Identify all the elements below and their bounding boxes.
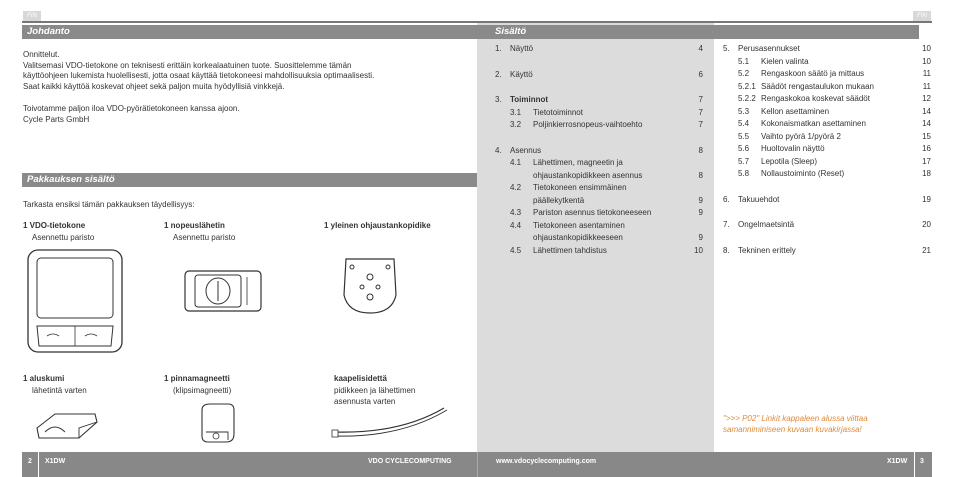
lang-tab-fin-left: FIN [23, 11, 41, 21]
lang-n-right: N [894, 12, 899, 18]
item-magnet-sub: (klipsimagneetti) [173, 386, 232, 395]
intro-heading: Johdanto [22, 25, 477, 39]
magnet-illustration [198, 402, 238, 446]
toc-entry-page: 21 [922, 245, 931, 255]
toc-entry-page: 19 [922, 194, 931, 204]
toc-entry-page: 20 [922, 220, 931, 229]
toc-entry-title: Tekninen erittely [738, 245, 796, 255]
item-holder-title: 1 yleinen ohjaustankopidike [324, 221, 431, 230]
toc-entry-page: 7 [698, 107, 703, 117]
toc-entry-title: Käyttö [510, 69, 533, 79]
toc-entry-number: 5.7 [738, 156, 750, 166]
footer-model-right: X1DW [887, 458, 908, 465]
package-heading: Pakkauksen sisältö [22, 173, 477, 187]
lang-n-left: N [55, 12, 60, 18]
lang-cz-right: CZ [842, 12, 851, 18]
toc-entry-title: Tietokoneen ensimmäinen [533, 183, 627, 192]
toc-entry-title: Lähettimen tahdistus [533, 245, 607, 255]
toc-entry-number: 4.4 [510, 220, 522, 230]
item-computer-title: 1 VDO-tietokone [23, 221, 86, 230]
pad-illustration [35, 408, 100, 444]
item-cable-ties-title: kaapelisidettä [334, 374, 387, 383]
toc-entry-page: 10 [922, 56, 931, 66]
toc-entry-number: 6. [723, 194, 730, 204]
footer-sep-center [477, 452, 478, 477]
toc-entry-page: 7 [698, 120, 703, 129]
toc-entry-number: 7. [723, 220, 730, 229]
toc-entry-title: Säädöt rengastaulukon mukaan [761, 81, 874, 91]
toc-entry-title-cont: ohjaustankopidikkeeseen [533, 233, 623, 242]
toc-entry-number: 5.2.1 [738, 81, 756, 91]
toc-entry-title: Näyttö [510, 44, 534, 53]
toc-entry-page: 11 [922, 81, 931, 91]
toc-entry-number: 3.2 [510, 120, 522, 129]
toc-entry-page: 17 [922, 156, 931, 166]
toc-entry-page: 14 [922, 119, 931, 128]
toc-entry-number: 4.5 [510, 245, 522, 255]
toc-entry-title: Tietotoiminnot [533, 107, 583, 117]
toc-entry-title: Pariston asennus tietokoneeseen [533, 208, 652, 217]
toc-entry-title-cont: päällekytkentä [533, 195, 585, 205]
toc-entry-page: 10 [694, 245, 703, 255]
toc-entry-page: 18 [922, 169, 931, 178]
toc-entry-page: 16 [922, 144, 931, 153]
toc-entry-number: 4. [495, 145, 502, 155]
item-sender-sub: Asennettu paristo [173, 233, 236, 242]
toc-entry-title: Asennus [510, 145, 542, 155]
toc-note: ">>> P02" Linkit kappaleen alussa viittaa samanniminiseen kuvaan kuvakirjassa! [723, 414, 868, 434]
sender-illustration [183, 265, 263, 315]
toc-entry-page: 10 [922, 44, 931, 53]
item-cable-ties-sub2: asennusta varten [334, 397, 396, 406]
lang-s-left: S [81, 12, 86, 18]
lang-s-right: S [870, 12, 875, 18]
toc-entry-number: 8. [723, 245, 730, 255]
footer-page-left: 2 [28, 458, 32, 465]
toc-entry-number: 4.3 [510, 208, 522, 217]
toc-entry-page: 9 [698, 208, 703, 217]
footer-model-left: X1DW [45, 458, 66, 465]
toc-entry-page: 9 [698, 233, 703, 242]
footer-sep-right-1 [914, 452, 915, 477]
toc-heading: Sisältö [477, 25, 919, 39]
toc-entry-page: 8 [698, 145, 703, 155]
toc-entry-number: 5.8 [738, 169, 750, 178]
toc-entry-title: Nollaustoiminto (Reset) [761, 169, 845, 178]
toc-entry-title-cont: ohjaustankopidikkeen asennus [533, 170, 643, 180]
toc-entry-title: Tietokoneen asentaminen [533, 220, 625, 230]
toc-entry-number: 5.4 [738, 119, 750, 128]
footer-brand: VDO CYCLECOMPUTING [368, 458, 452, 465]
toc-column-2 [723, 44, 931, 264]
toc-entry-title: Kokonaismatkan asettaminen [761, 119, 866, 128]
toc-entry-title: Vaihto pyörä 1/pyörä 2 [761, 131, 841, 141]
toc-entry-number: 5.2 [738, 69, 750, 78]
toc-entry-title: Huoltovalin näyttö [761, 144, 825, 153]
toc-entry-title: Perusasennukset [738, 44, 800, 53]
toc-entry-number: 5.5 [738, 131, 750, 141]
toc-entry-title: Ongelmaetsintä [738, 220, 795, 229]
holder-illustration [340, 255, 400, 317]
toc-entry-number: 5. [723, 44, 730, 53]
toc-entry-number: 5.6 [738, 144, 750, 153]
toc-entry-number: 5.2.2 [738, 94, 756, 103]
toc-column-1 [495, 44, 703, 264]
toc-entry-title: Poljinkierrosnopeus-vaihtoehto [533, 120, 643, 129]
item-sender-title: 1 nopeuslähetin [164, 221, 225, 230]
toc-entry-title: Rengaskokoa koskevat säädöt [761, 94, 870, 103]
toc-entry-title: Kellon asettaminen [761, 106, 830, 116]
cable-tie-illustration [330, 404, 450, 440]
intro-text: Onnittelut. Valitsemasi VDO-tietokone on teknisesti erittäin korkealaatuinen tuote. Suosittelemme tämän käyttöohjeen lukemista huolellisesti, jotta osaat käyttää tietokoneesi mahdollisuuksia optimaalisesti. Saat kaikki käyttöä koskevat ohjeet sekä paljon muita hyödyllisiä vinkkejä. Toivotamme paljon iloa VDO-pyörätietokoneen kanssa ajoon. Cycle Parts GmbH [23, 50, 375, 124]
footer-url[interactable]: www.vdocyclecomputing.com [496, 458, 597, 465]
footer-sep-left-1 [38, 452, 39, 477]
toc-entry-page: 6 [698, 69, 703, 79]
toc-entry-page: 9 [698, 195, 703, 205]
lang-tab-fin-right: FIN [913, 11, 931, 21]
toc-entry-title: Lähettimen, magneetin ja [533, 158, 623, 167]
toc-entry-page: 14 [922, 106, 931, 116]
toc-entry-number: 1. [495, 44, 502, 53]
toc-entry-number: 4.1 [510, 158, 522, 167]
toc-entry-title: Lepotila (Sleep) [761, 156, 818, 166]
computer-illustration [25, 248, 125, 356]
item-computer-sub: Asennettu paristo [32, 233, 95, 242]
package-intro: Tarkasta ensiksi tämän pakkauksen täydellisyys: [23, 200, 195, 209]
toc-entry-title: Toiminnot [510, 95, 549, 104]
toc-entry-title: Takuuehdot [738, 194, 780, 204]
item-pad-title: 1 aluskumi [23, 374, 65, 383]
header-rule-left [22, 21, 477, 23]
toc-entry-page: 15 [922, 131, 931, 141]
toc-entry-number: 2. [495, 69, 502, 79]
lang-cz-left: CZ [104, 12, 113, 18]
toc-entry-page: 11 [922, 69, 931, 78]
item-cable-ties-sub: pidikkeen ja lähettimen [334, 386, 416, 395]
toc-entry-page: 8 [698, 170, 703, 180]
toc-entry-number: 5.3 [738, 106, 750, 116]
toc-entry-number: 3. [495, 95, 502, 104]
toc-entry-page: 12 [922, 94, 931, 103]
toc-entry-title: Rengaskoon säätö ja mittaus [761, 69, 865, 78]
footer-page-right: 3 [920, 458, 924, 465]
item-pad-sub: lähetintä varten [32, 386, 87, 395]
toc-entry-number: 5.1 [738, 56, 750, 66]
toc-entry-page: 7 [698, 95, 703, 104]
item-magnet-title: 1 pinnamagneetti [164, 374, 230, 383]
toc-entry-page: 4 [698, 44, 703, 53]
toc-entry-number: 3.1 [510, 107, 522, 117]
toc-entry-number: 4.2 [510, 183, 522, 192]
toc-entry-title: Kielen valinta [761, 56, 809, 66]
